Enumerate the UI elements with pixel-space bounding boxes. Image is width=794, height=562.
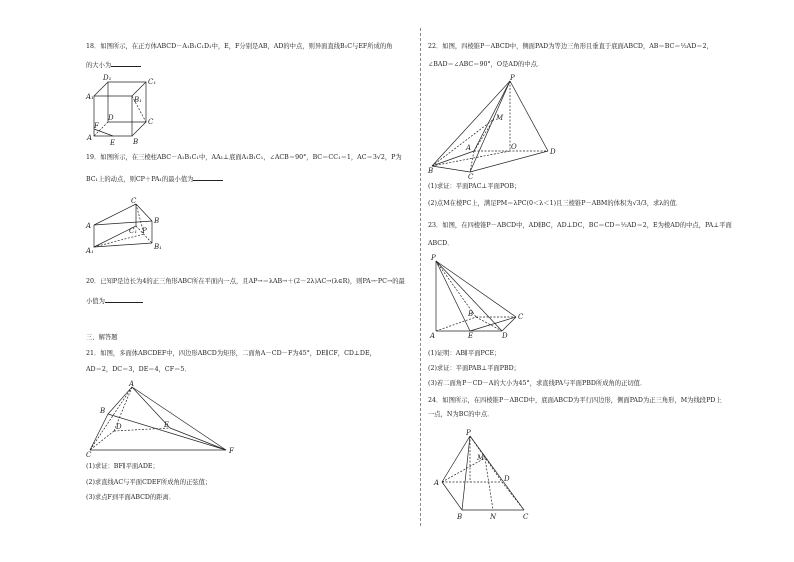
q21-segment-ac [90, 387, 132, 450]
q18-label-a1: A₁ [86, 93, 94, 101]
q21-line1: 21．如图，多面体ABCDEF中，四边形ABCD为矩形，二面角A－CD－F为45°，DE∥CF，CD⊥DE， [86, 350, 376, 357]
q23-line2: ABCD． [428, 240, 454, 247]
q23-label-d: D [502, 332, 508, 340]
q19-label-b: B [154, 217, 160, 225]
q21-edge-bc [90, 414, 108, 450]
q18-label-b: B [133, 138, 139, 146]
q21-part2: (2)求直线AC与平面CDEF所成角的正弦值； [86, 479, 212, 486]
q19-label-c1: C₁ [129, 227, 138, 235]
q22-label-m: M [496, 114, 504, 122]
q18-label-d1: D₁ [103, 74, 112, 82]
q20-line2-text: 小值为 [86, 298, 105, 305]
q21-label-e: E [164, 421, 170, 429]
q22-edge-pa [474, 81, 510, 151]
q19-label-c: C [131, 197, 137, 205]
q21-edge-bf [108, 414, 226, 450]
q23-edge-pd [436, 261, 502, 331]
right-column [421, 0, 794, 562]
q23-edge-pc [436, 261, 516, 317]
q20-line2 [86, 298, 143, 306]
q21-edge-dc [90, 431, 114, 450]
q22-label-b: B [428, 167, 434, 175]
q21-label-a: A [129, 380, 135, 388]
q22-segment-bm [432, 119, 494, 166]
q21-part1: (1)求证：BF∥平面ADE； [86, 463, 159, 470]
q22-segment-am [474, 119, 494, 151]
q18-cube-figure [86, 74, 166, 146]
q23-part3: (3)若二面角P－CD－A的大小为45°，求直线PA与平面PBD所成角的正切值． [428, 380, 647, 387]
q19-label-p: P [142, 227, 147, 235]
q18-label-a: A [87, 134, 93, 142]
q24-label-d: D [504, 475, 510, 483]
q23-segment-bd [476, 317, 502, 331]
q18-label-d: D [108, 114, 114, 122]
q18-line1: 18．如图所示，在正方体ABCD－A₁B₁C₁D₁中，E，F分别是AB，AD的中点，则异面直线B₁C与EF所成的角 [86, 43, 393, 50]
q21-edge-ba [108, 387, 132, 414]
q22-line1: 22．如图，四棱锥P－ABCD中，侧面PAD为等边三角形且垂直于底面ABCD，AB＝BC＝½AD＝2， [428, 43, 713, 50]
q18-segment-ef [94, 129, 113, 136]
q18-edge-cb [132, 122, 146, 136]
q19-prism-figure [86, 199, 166, 261]
q21-label-c: C [86, 451, 92, 459]
q22-label-a: A [466, 144, 472, 152]
q23-edge-ab [436, 317, 476, 331]
q21-label-b: B [100, 407, 106, 415]
q23-label-p: P [431, 254, 436, 262]
q18-edge-d1a1 [94, 82, 108, 96]
q22-edge-pc [470, 81, 510, 172]
q19-line2 [86, 176, 223, 184]
q23-label-e: E [468, 332, 474, 340]
q24-label-a: A [434, 479, 440, 487]
q21-label-f: F [229, 447, 234, 455]
q23-pyramid-figure [428, 253, 538, 341]
q18-edge-c1b1 [132, 82, 146, 96]
q22-edge-bc [432, 166, 470, 172]
q19-line1: 19．如图所示，在三棱柱ABC－A₁B₁C₁中，AA₁⊥底面A₁B₁C₁，∠ACB＝90°，BC＝CC₁＝1，AC＝3√2，P为 [86, 154, 402, 161]
q21-label-d: D [116, 423, 122, 431]
q18-answer-blank [111, 66, 141, 67]
q19-label-a1: A₁ [86, 247, 94, 255]
q19-label-b1: B₁ [154, 243, 162, 251]
q23-line1: 23．如图，在四棱锥P－ABCD中，AD∥BC，AD⊥DC，BC＝CD＝½AD＝2，E为棱AD的中点，PA⊥平面 [428, 222, 732, 229]
q19-edge-ab [94, 221, 152, 225]
section-title: 三、解答题 [86, 334, 118, 341]
q21-line2: AD＝2，DC＝3，DE＝4，CF＝5． [86, 366, 191, 373]
q22-pyramid-figure [428, 74, 568, 181]
q24-edge-ab [442, 482, 462, 510]
q21-part3: (3)求点F到平面ABCD的距离． [86, 494, 176, 501]
q24-line1: 24．如图所示，在四棱锥P－ABCD中，底面ABCD为平行四边形，侧面PAD为正三角形，M为线段PD上 [428, 397, 722, 404]
q22-label-c: C [468, 173, 474, 181]
q22-part1: (1)求证：平面PAC⊥平面POB； [428, 183, 521, 190]
q22-edge-cd [470, 151, 548, 172]
q24-label-n: N [490, 513, 497, 521]
q22-part2: (2)点M在棱PC上，满足PM＝λPC(0＜λ＜1)且三棱锥P－ABM的体积为√3/3，求λ的值． [428, 200, 683, 207]
q23-part1: (1)证明：AB∥平面PCE； [428, 350, 501, 357]
q22-label-p: P [510, 74, 515, 82]
q23-edge-pb [436, 261, 476, 317]
q24-pyramid-figure [428, 430, 538, 522]
q24-label-c: C [523, 513, 529, 521]
q24-edge-pd [470, 436, 502, 482]
q19-line2-text: BC₁上的动点，则CP＋PA₁的最小值为 [86, 176, 194, 183]
q21-polyhedron-figure [86, 380, 246, 459]
q18-label-f: F [94, 122, 99, 130]
q24-label-m: M [477, 454, 485, 462]
q23-label-b: B [468, 310, 474, 318]
q23-label-c: C [518, 313, 524, 321]
q18-label-c1: C₁ [148, 78, 157, 86]
q24-label-p: P [466, 429, 471, 437]
q18-label-c: C [148, 118, 154, 126]
q20-answer-blank [105, 302, 143, 303]
q18-label-e: E [110, 139, 116, 147]
q23-label-a: A [430, 332, 436, 340]
q22-line2: ∠BAD＝∠ABC＝90°，O是AD的中点． [428, 61, 544, 68]
q22-edge-ba [432, 151, 474, 166]
q24-label-b: B [457, 513, 463, 521]
q19-answer-blank [193, 180, 223, 181]
q22-label-d: D [550, 148, 556, 156]
q24-edge-pc [470, 436, 524, 510]
q22-label-o: O [511, 143, 517, 151]
q23-part2: (2)求证：平面PAB⊥平面PBD； [428, 365, 520, 372]
q23-edge-pe [436, 261, 470, 331]
q24-line2: 一点，N为BC的中点． [428, 411, 494, 418]
q22-segment-ac [470, 151, 474, 172]
q18-line2 [86, 62, 141, 70]
q18-label-b1: B₁ [134, 96, 142, 104]
q19-back-face [94, 204, 136, 247]
q19-label-a: A [86, 222, 92, 230]
q18-line2-text: 的大小为 [86, 62, 112, 69]
q20-line1: 20．已知P是边长为4的正三角形ABC所在平面内一点，且AP→＝λAB→＋(2－2λ)AC→(λ∈R)，则PA→·PC→的最 [86, 278, 405, 285]
q22-edge-pd [510, 81, 548, 151]
q21-edge-af [132, 387, 226, 450]
